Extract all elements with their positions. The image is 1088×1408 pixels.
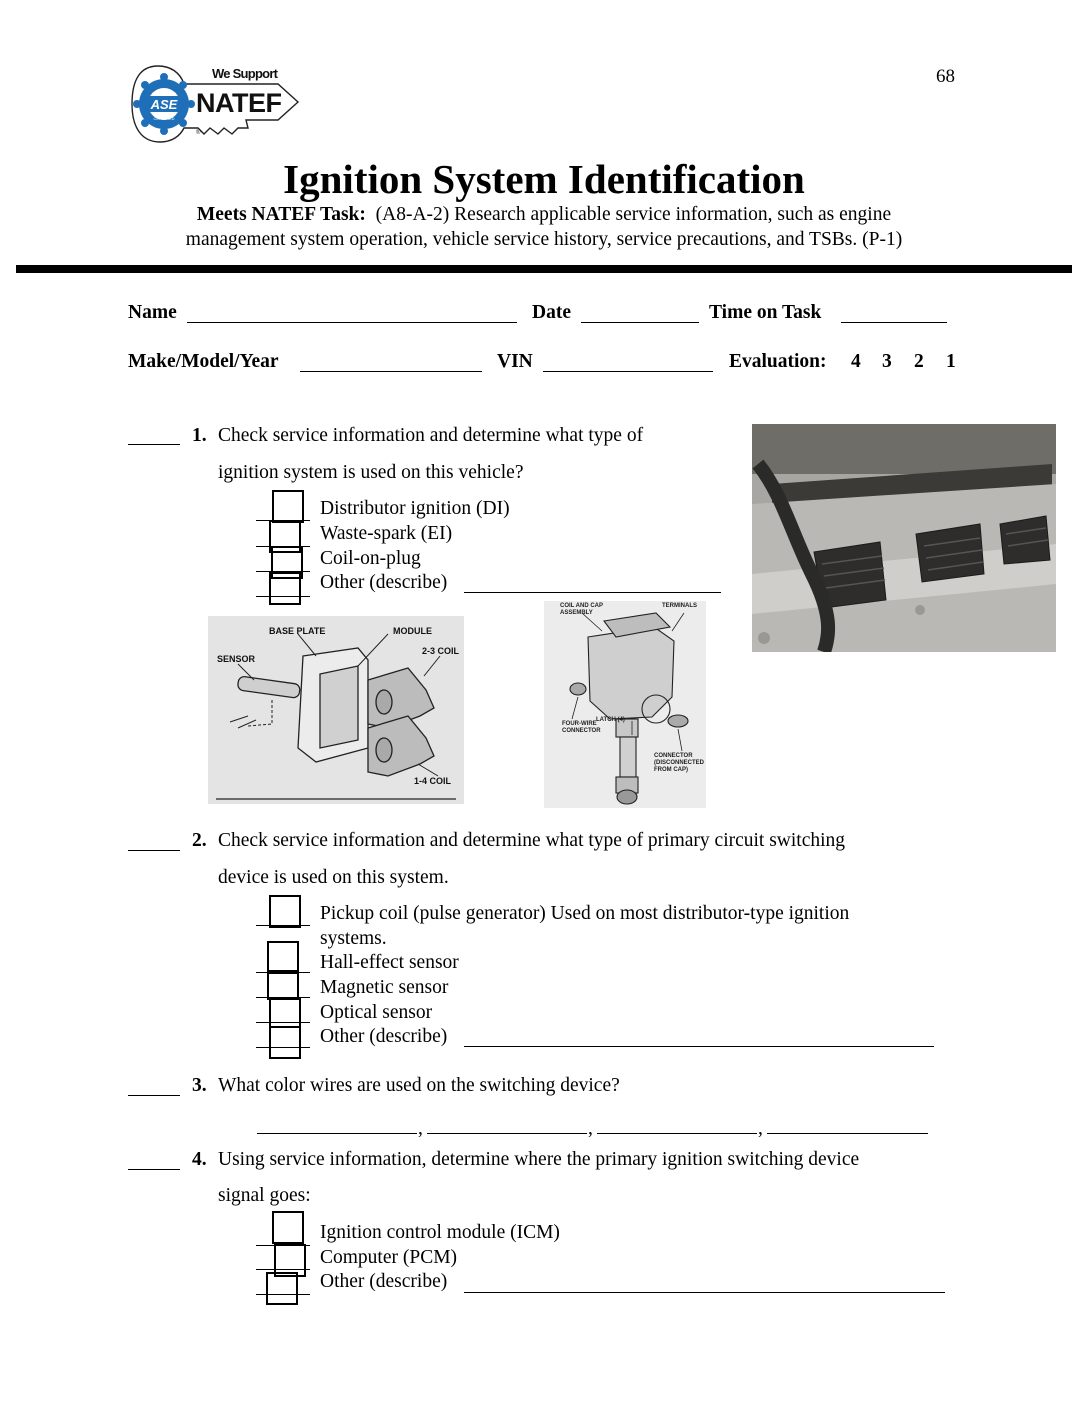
natef-logo: [128, 58, 304, 150]
q2-option-label: Other (describe): [320, 1026, 448, 1047]
q4-number: 4.: [192, 1149, 207, 1170]
q2-other-describe-field[interactable]: [464, 1046, 934, 1047]
task-line-1: [0, 203, 1088, 227]
header-divider: [16, 265, 1072, 273]
task-line-2: management system operation, vehicle service history, service precautions, and TSBs. (P-1): [185, 229, 903, 250]
evaluation-score-1[interactable]: 1: [946, 351, 956, 372]
q2-text-line2: device is used on this system.: [218, 867, 449, 888]
q2-text-line1: Check service information and determine what type of primary circuit switching: [218, 830, 846, 851]
q2-option-label: Optical sensor: [320, 1002, 433, 1023]
q4-checkbox-icm[interactable]: [272, 1211, 304, 1244]
distributor-diagram: [544, 601, 706, 808]
key-outline-icon: [128, 58, 304, 150]
fig-label-sensor: SENSOR: [217, 654, 256, 664]
q1-checkbox-distributor[interactable]: [272, 490, 304, 523]
page-number: 68: [936, 66, 955, 87]
fig-label-four-wire: FOUR-WIRE CONNECTOR: [562, 721, 601, 734]
q2-checkbox-pickup-coil[interactable]: [269, 895, 301, 928]
svg-text:ASE: ASE: [150, 97, 178, 112]
q4-other-describe-field[interactable]: [464, 1292, 945, 1293]
q1-score-blank[interactable]: [128, 444, 180, 445]
q2-option-label: Pickup coil (pulse generator) Used on most distributor-type ignition: [320, 903, 850, 924]
distributor-illustration-icon: [544, 601, 706, 808]
q1-option-label: Other (describe): [320, 572, 448, 593]
svg-text:We Support: We Support: [212, 66, 278, 81]
q1-other-describe-field[interactable]: [464, 592, 721, 593]
fig-label-coil-cap: COIL AND CAP ASSEMBLY: [560, 603, 603, 616]
q1-option-label: Coil-on-plug: [320, 548, 421, 569]
evaluation-score-3[interactable]: 3: [882, 351, 892, 372]
q2-checkbox-magnetic[interactable]: [267, 970, 299, 1000]
q2-option-label-cont: systems.: [320, 928, 387, 949]
q4-option-label: Other (describe): [320, 1271, 448, 1292]
time-on-task-label: Time on Task: [709, 302, 822, 323]
q4-checkbox-other[interactable]: [266, 1272, 298, 1305]
q1-checkbox-other[interactable]: [269, 572, 301, 605]
date-label: Date: [532, 302, 571, 323]
q3-score-blank[interactable]: [128, 1095, 180, 1096]
fig-label-1-4-coil: 1-4 COIL: [414, 776, 452, 786]
q4-text-line2: signal goes:: [218, 1185, 311, 1206]
q4-option-label: Ignition control module (ICM): [320, 1222, 560, 1243]
svg-text:CERTIFIED: CERTIFIED: [153, 116, 175, 121]
q2-score-blank[interactable]: [128, 850, 180, 851]
q2-number: 2.: [192, 830, 207, 851]
q2-option-label: Magnetic sensor: [320, 977, 449, 998]
q4-option-label: Computer (PCM): [320, 1247, 458, 1268]
evaluation-label: Evaluation:: [729, 351, 827, 372]
fig-label-2-3-coil: 2-3 COIL: [422, 646, 460, 656]
vin-label: VIN: [497, 351, 533, 372]
q1-text-line1: Check service information and determine what type of: [218, 425, 644, 446]
svg-text:®: ®: [196, 130, 201, 136]
q3-comma: ,: [418, 1118, 423, 1139]
q3-number: 3.: [192, 1075, 207, 1096]
make-model-year-label: Make/Model/Year: [128, 351, 279, 372]
q3-wire-color-4[interactable]: [767, 1133, 928, 1134]
name-field[interactable]: [187, 322, 517, 323]
name-label: Name: [128, 302, 177, 323]
fig-label-connector: CONNECTOR (DISCONNECTED FROM CAP): [654, 753, 705, 773]
q2-option-label: Hall-effect sensor: [320, 952, 459, 973]
date-field[interactable]: [581, 322, 699, 323]
evaluation-score-2[interactable]: 2: [914, 351, 924, 372]
engine-photo-icon: [752, 424, 1056, 652]
svg-text:NATEF: NATEF: [196, 88, 282, 118]
page-title: Ignition System Identification: [283, 156, 805, 202]
q2-checkbox-other[interactable]: [269, 1026, 301, 1059]
fig-label-base-plate: BASE PLATE: [269, 626, 326, 636]
q2-checkbox-optical[interactable]: [269, 998, 301, 1028]
q3-wire-color-3[interactable]: [597, 1133, 757, 1134]
q3-text-line1: What color wires are used on the switching device?: [218, 1075, 620, 1096]
evaluation-score-4[interactable]: 4: [851, 351, 861, 372]
q3-wire-color-1[interactable]: [257, 1133, 417, 1134]
q1-option-label: Distributor ignition (DI): [320, 498, 510, 519]
fig-label-module: MODULE: [393, 626, 432, 636]
vin-field[interactable]: [543, 371, 713, 372]
q3-wire-color-2[interactable]: [427, 1133, 587, 1134]
q1-number: 1.: [192, 425, 207, 446]
q3-comma: ,: [588, 1118, 593, 1139]
make-model-year-field[interactable]: [300, 371, 482, 372]
task-text-1: (A8-A-2) Research applicable service information, such as engine: [375, 204, 892, 225]
q1-text-line2: ignition system is used on this vehicle?: [218, 462, 524, 483]
waste-spark-diagram: [208, 616, 464, 804]
task-label: Meets NATEF Task:: [196, 204, 366, 225]
coil-on-plug-photo: [752, 424, 1056, 652]
q4-score-blank[interactable]: [128, 1169, 180, 1170]
time-on-task-field[interactable]: [841, 322, 947, 323]
fig-label-latch: LATCH (4): [596, 717, 625, 723]
q3-comma: ,: [758, 1118, 763, 1139]
q1-option-label: Waste-spark (EI): [320, 523, 453, 544]
fig-label-terminals: TERMINALS: [662, 603, 697, 609]
q4-text-line1: Using service information, determine where the primary ignition switching device: [218, 1149, 860, 1170]
